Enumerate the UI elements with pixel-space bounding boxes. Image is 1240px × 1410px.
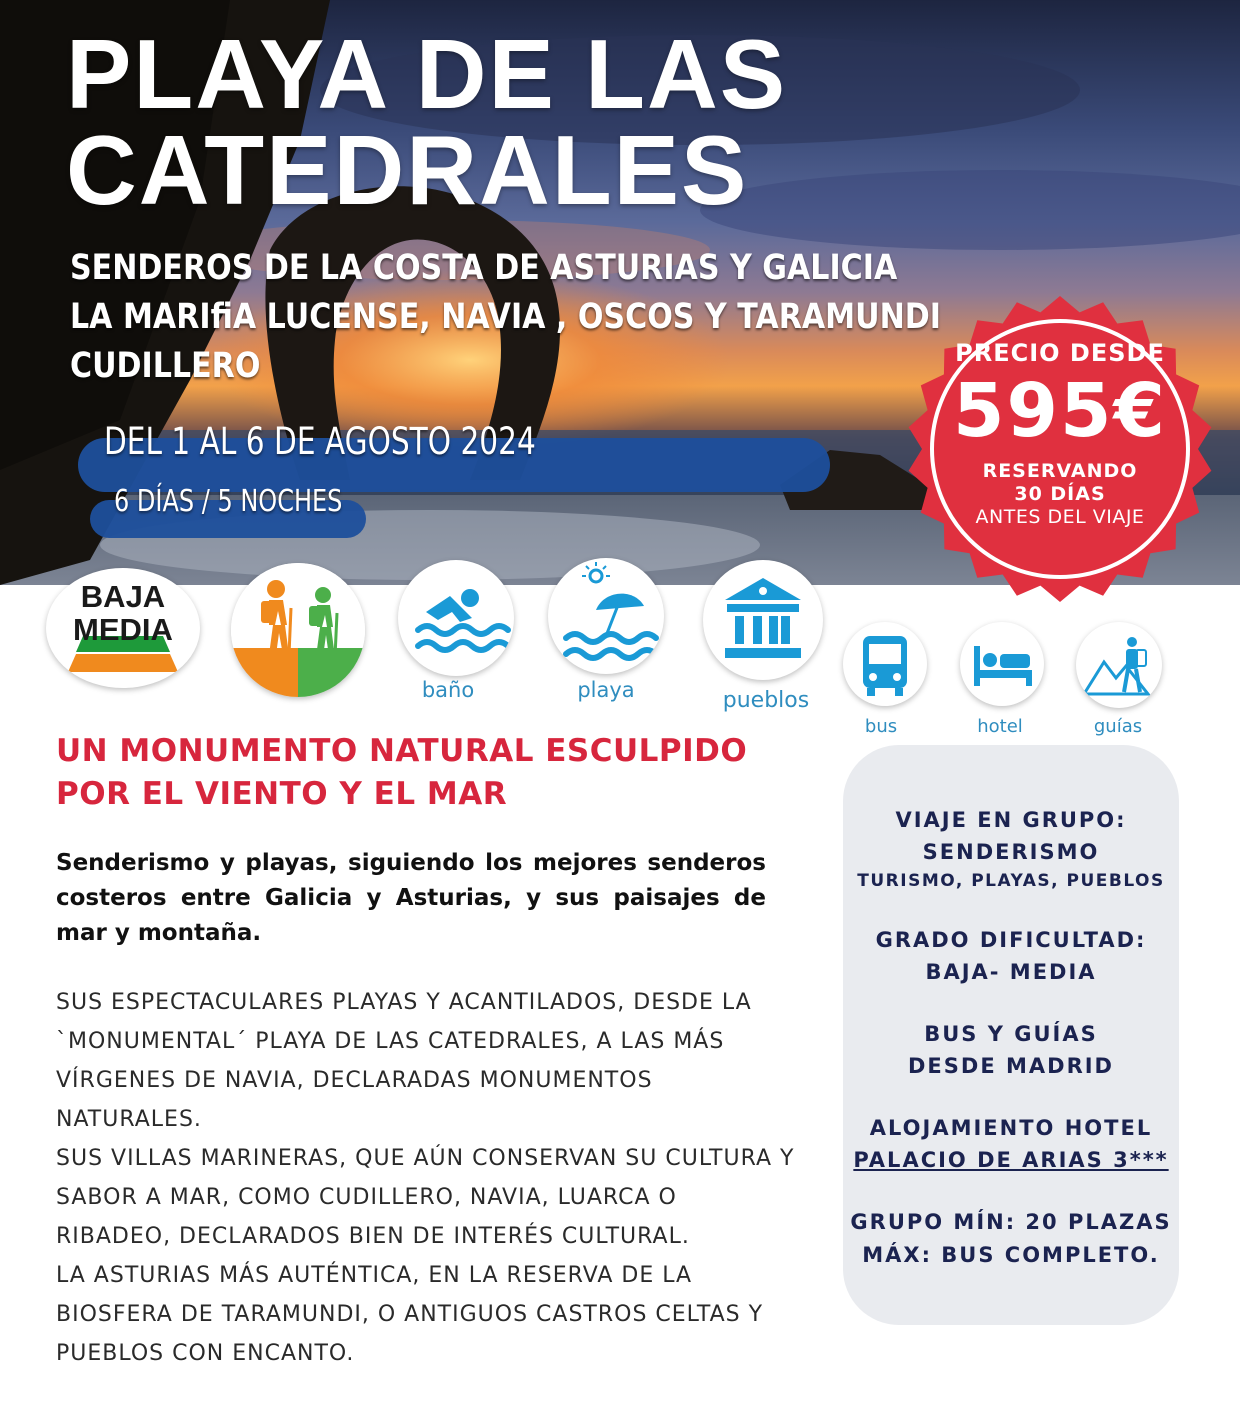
difficulty-value: BAJA- MEDIA [925,960,1097,984]
description-paragraph-3: LA ASTURIAS MÁS AUTÉNTICA, EN LA RESERVA DE LA BIOSFERA DE TARAMUNDI, O ANTIGUOS CASTROS CELTAS Y PUEBLOS CON ENCANTO. [56,1263,764,1366]
difficulty-line-1: BAJA [80,579,166,614]
intro-paragraph: Senderismo y playas, siguiendo los mejores senderos costeros entre Galicia y Asturias, y sus paisajes de mar y montaña. [56,850,766,946]
difficulty-label: GRADO DIFICULTAD: [875,928,1147,952]
price-note-line-2: 30 DÍAS [1014,483,1106,505]
hiking-badge [231,563,365,697]
subtitle-line-3: CUDILLERO [70,346,261,386]
group-size-line-2: MÁX: BUS COMPLETO. [862,1243,1160,1267]
swim-badge [398,560,514,676]
transport-line-1: BUS Y GUÍAS [924,1022,1098,1046]
hotel-badge [960,622,1044,706]
hotel-label: hotel [977,716,1023,737]
swim-label: baño [421,678,475,702]
mountain-guide-icon [1076,622,1162,708]
beach-umbrella-icon [548,558,664,674]
description-paragraph-1: SUS ESPECTACULARES PLAYAS Y ACANTILADOS, DESDE LA `MONUMENTAL´ PLAYA DE LAS CATEDRALES, A LAS MÁS VÍRGENES DE NAVIA, DECLARADAS MONUMENTOS NATURALES. [56,990,752,1132]
difficulty-line-2: MEDIA [73,612,173,647]
group-type: SENDERISMO [922,840,1100,864]
description [56,983,796,1373]
group-size-line-1: GRUPO MÍN: 20 PLAZAS [850,1210,1172,1234]
transport-line-2: DESDE MADRID [908,1054,1114,1078]
bus-label: bus [864,716,898,737]
towns-label: pueblos [722,688,810,713]
hikers-icon [231,563,365,697]
title-line-2: CATEDRALES [66,115,749,225]
beach-label: playa [577,678,635,702]
subtitle [70,244,941,391]
subtitle-line-2: LA MARIfiA LUCENSE, NAVIA , OSCOS Y TARAMUNDI [70,297,941,337]
headline-line-1: UN MONUMENTO NATURAL ESCULPIDO [56,733,748,769]
description-paragraph-2: SUS VILLAS MARINERAS, QUE AÚN CONSERVAN SU CULTURA Y SABOR A MAR, COMO CUDILLERO, NAVIA, LUARCA O RIBADEO, DECLARADOS BIEN DE INTERÉS CULTURAL. [56,1146,795,1249]
bed-icon [960,622,1044,706]
price-note-line-3: ANTES DEL VIAJE [975,506,1145,528]
page-title [66,19,788,225]
difficulty-badge-label [46,580,200,646]
hotel-line-1: ALOJAMIENTO HOTEL [869,1116,1153,1140]
guides-label: guías [1093,716,1143,737]
guides-badge [1076,622,1162,708]
bus-badge [843,622,927,706]
towns-badge [703,560,823,680]
bus-icon [843,622,927,706]
price-note-line-1: RESERVANDO [982,460,1138,482]
beach-badge [548,558,664,674]
price-label: PRECIO DESDE [955,339,1165,367]
swimmer-icon [398,560,514,676]
price-value: 595€ [953,368,1167,454]
title-line-1: PLAYA DE LAS [66,19,788,129]
group-label: VIAJE EN GRUPO: [895,808,1127,832]
headline-line-2: POR EL VIENTO Y EL MAR [56,776,508,812]
group-extra: TURISMO, PLAYAS, PUEBLOS [857,871,1165,891]
monument-building-icon [703,560,823,680]
trip-dates: DEL 1 AL 6 DE AGOSTO 2024 [104,420,536,463]
section-headline [56,730,747,816]
hotel-name-link[interactable]: PALACIO DE ARIAS 3*** [853,1148,1169,1172]
subtitle-line-1: SENDEROS DE LA COSTA DE ASTURIAS Y GALICIA [70,248,898,288]
difficulty-badge [46,568,200,688]
trip-duration: 6 DÍAS / 5 NOCHES [114,484,343,519]
